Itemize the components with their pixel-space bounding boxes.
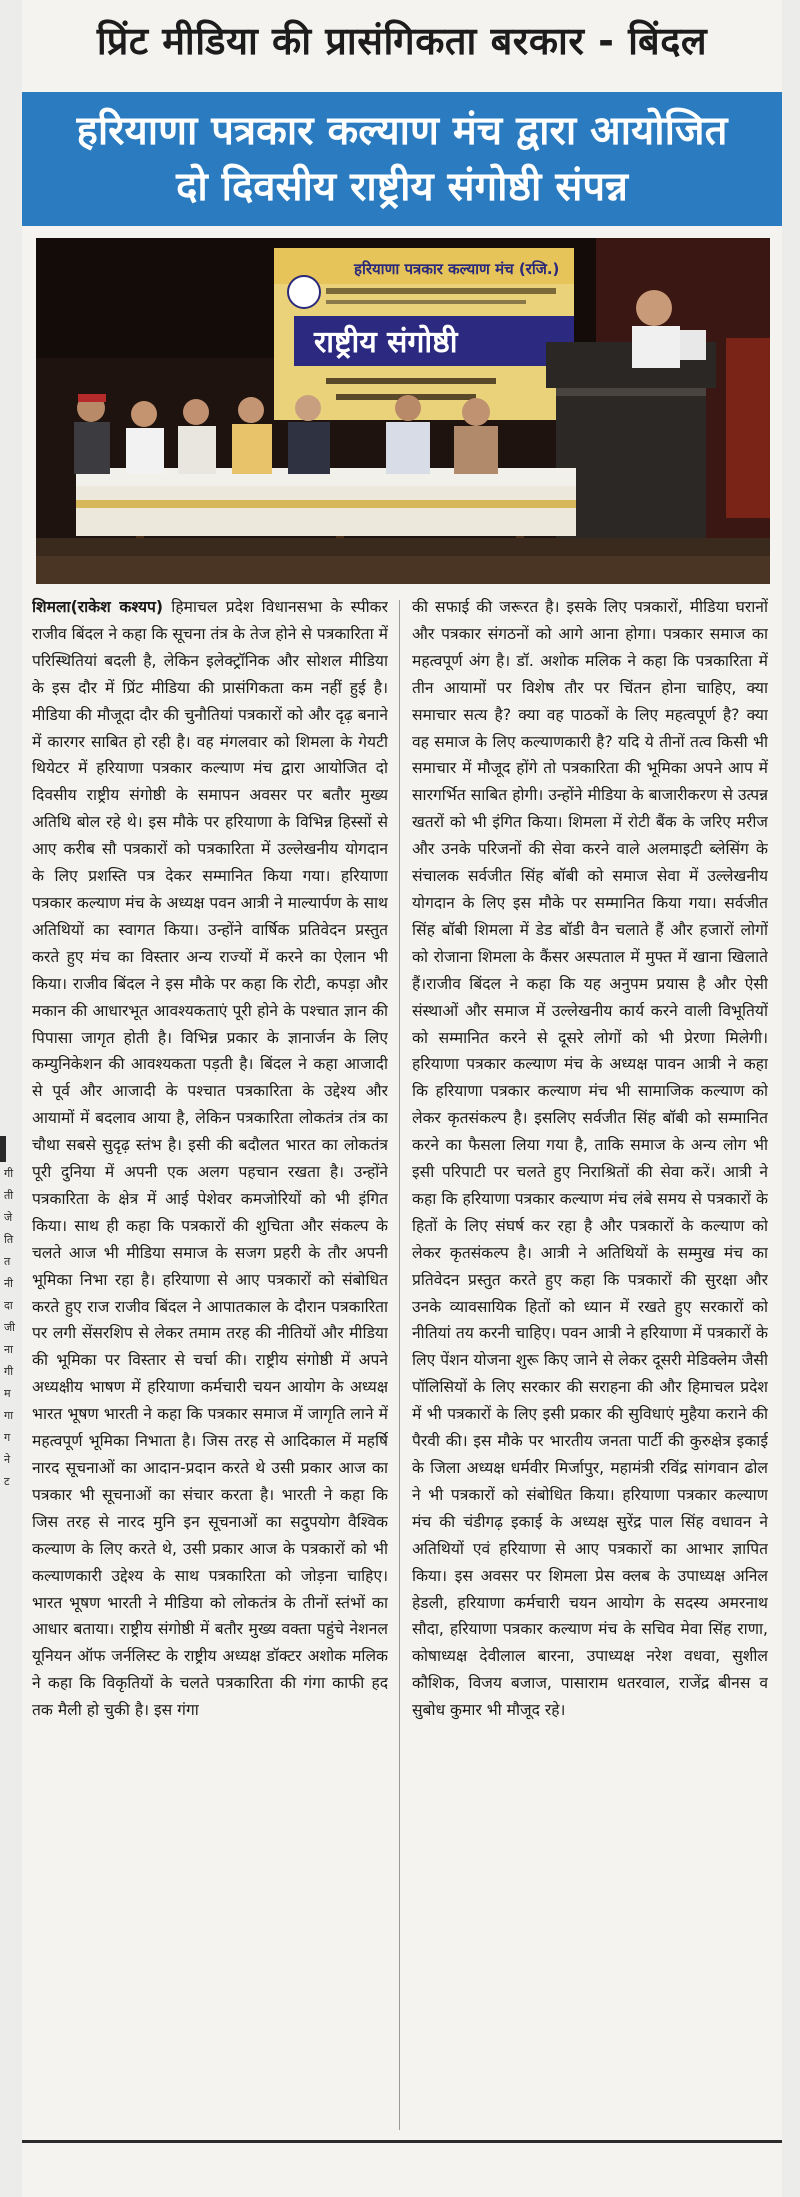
edge-glyph: ना bbox=[4, 1343, 13, 1356]
edge-glyph: ति bbox=[4, 1233, 14, 1246]
edge-glyph: गा bbox=[4, 1409, 14, 1422]
adjacent-article-fragment bbox=[0, 1128, 22, 1518]
article-byline: शिमला(राकेश कश्यप) bbox=[32, 598, 164, 616]
edge-glyph: गी bbox=[4, 1167, 14, 1180]
page-bottom-rule bbox=[22, 2140, 782, 2143]
headline-banner bbox=[22, 92, 782, 226]
headline-line-1: हरियाणा पत्रकार कल्याण मंच द्वारा आयोजित bbox=[76, 108, 728, 154]
edge-glyph: दा bbox=[4, 1299, 13, 1312]
newspaper-page bbox=[22, 0, 782, 2197]
stage-banner-top-text: हरियाणा पत्रकार कल्याण मंच (रजि.) bbox=[354, 260, 560, 278]
edge-glyph: त bbox=[4, 1255, 11, 1268]
right-column-text: की सफाई की जरूरत है। इसके लिए पत्रकारों, मीडिया घरानों और पत्रकार संगठनों को आगे आना होगा। पत्रकार समाज का महत्वपूर्ण अंग है। डॉ. अशोक मलिक ने कहा कि पत्रकारिता में तीन आयामों पर विशेष तौर पर चिंतन होना चाहिए, क्या समाचार सत्य है? क्या वह पाठकों के लिए महत्वपूर्ण है? क्या वह समाज के लिए कल्याणकारी है? यदि ये तीनों तत्व किसी भी समाचार में मौजूद होंगे तो पत्रकारिता की भूमिका अपने आप में सारगर्भित साबित होगी। उन्होंने मीडिया के बाजारीकरण से उत्पन्न खतरों को भी इंगित किया। शिमला में रोटी बैंक के जरिए मरीज और उनके परिजनों की सेवा करने वाले अलमाइटी ब्लेसिंग के संचालक सर्वजीत सिंह बॉबी को समाज सेवा में उल्लेखनीय योगदान के लिए इस मौके पर सम्मानित किया गया। सर्वजीत सिंह बॉबी शिमला में डेड बॉडी वैन चलाते हैं और हजारों लोगों को रोजाना शिमला के कैंसर अस्पताल में मुफ्त में खाना खिलाते हैं।राजीव बिंदल ने कहा कि यह अनुपम प्रयास है और ऐसी संस्थाओं और समाज में उल्लेखनीय कार्य करने वाली विभूतियों को सम्मानित करने से दूसरे लोगों को भी प्रेरणा मिलेगी। हरियाणा पत्रकार कल्याण मंच के अध्यक्ष पावन आत्री ने कहा कि हरियाणा पत्रकार कल्याण मंच भी सामाजिक कल्याण को लेकर कृतसंकल्प है। इसलिए सर्वजीत सिंह बॉबी को सम्मानित करने का फैसला लिया गया है, ताकि समाज के अन्य लोग भी इसी परिपाटी पर चलते हुए निराश्रितों की सेवा करें। आत्री ने कहा कि हरियाणा पत्रकार कल्याण मंच लंबे समय से पत्रकारों के हितों के लिए संघर्ष कर रहा है और पत्रकारों के कल्याण को लेकर कृतसंकल्प है। आत्री ने अतिथियों के सम्मुख मंच का प्रतिवेदन प्रस्तुत करते हुए कहा कि पत्रकारों की सुरक्षा और उनके व्यावसायिक हितों को ध्यान में रखते हुए सरकारों को नीतियां तय करनी चाहिए। पवन आत्री ने हरियाणा में पत्रकारों के लिए पेंशन योजना शुरू किए जाने से लेकर दूसरी मेडिक्लेम जैसी पॉलिसियों के लिए सरकार की सराहना की और हिमाचल प्रदेश में भी पत्रकारों के लिए इसी प्रकार की सुविधाएं मुहैया कराने की पैरवी की। इस मौके पर भारतीय जनता पार्टी की कुरुक्षेत्र इकाई के जिला अध्यक्ष धर्मवीर मिर्जापुर, महामंत्री रविंद्र सांगवान ढोल ने भी पत्रकारों को संबोधित किया। हरियाणा पत्रकार कल्याण मंच की चंडीगढ़ इकाई के अध्यक्ष सुरेंद्र पाल सिंह वधावन ने अतिथियों एवं हरियाणा से आए पत्रकारों का आभार ज्ञापित किया। इस अवसर पर शिमला प्रेस क्लब के उपाध्यक्ष अनिल हेडली, हरियाणा कर्मचारी चयन आयोग के सदस्य अमरनाथ सौदा, हरियाणा पत्रकार कल्याण मंच के सचिव मेवा सिंह राणा, कोषाध्यक्ष देवीलाल बारना, उपाध्यक्ष नरेश वधवा, सुशील कौशिक, विजय बजाज, पासाराम धतरवाल, राजेंद्र बीनस व सुबोध कुमार भी मौजूद रहे। bbox=[412, 598, 768, 1720]
article-column-right bbox=[412, 594, 768, 2134]
event-photo bbox=[36, 238, 770, 584]
edge-glyph: नी bbox=[4, 1277, 13, 1290]
article-column-left bbox=[32, 594, 388, 2134]
headline-line-2: दो दिवसीय राष्ट्रीय संगोष्ठी संपन्न bbox=[176, 164, 628, 210]
left-column-text: हिमाचल प्रदेश विधानसभा के स्पीकर राजीव बिंदल ने कहा कि सूचना तंत्र के तेज होने से पत्रकारिता में परिस्थितियां बदली है, लेकिन इलेक्ट्रॉनिक और सोशल मीडिया के इस दौर में प्रिंट मीडिया की प्रासंगिकता कम नहीं हुई है। मीडिया की मौजूदा दौर की चुनौतियां पत्रकारों को और दृढ़ बनाने में कारगर साबित हो रही है। वह मंगलवार को शिमला के गेयटी थियेटर में हरियाणा पत्रकार कल्याण मंच द्वारा आयोजित दो दिवसीय राष्ट्रीय संगोष्ठी के समापन अवसर पर बतौर मुख्य अतिथि बोल रहे थे। इस मौके पर हरियाणा के विभिन्न हिस्सों से आए करीब सौ पत्रकारों को पत्रकारिता में उल्लेखनीय योगदान के लिए प्रशस्ति पत्र देकर सम्मानित किया गया। हरियाणा पत्रकार कल्याण मंच के अध्यक्ष पवन आत्री ने माल्यार्पण के साथ अतिथियों का स्वागत किया। उन्होंने वार्षिक प्रतिवेदन प्रस्तुत करते हुए मंच का विस्तार अन्य राज्यों में करने का ऐलान भी किया। राजीव बिंदल ने इस मौके पर कहा कि रोटी, कपड़ा और मकान की आधारभूत आवश्यकताएं पूरी होने के पश्चात ज्ञान की पिपासा जागृत होती है। विभिन्न प्रकार के ज्ञानार्जन के लिए कम्युनिकेशन की आवश्यकता पड़ती है। बिंदल ने कहा आजादी से पूर्व और आजादी के पश्चात पत्रकारिता के उद्देश्य और आयामों में बदलाव आया है, लेकिन पत्रकारिता लोकतंत्र तंत्र का चौथा सबसे सुदृढ़ स्तंभ है। इसी की बदौलत भारत का लोकतंत्र पूरी दुनिया में अपनी एक अलग पहचान रखता है। उन्होंने पत्रकारिता के क्षेत्र में आई पेशेवर कमजोरियों को भी इंगित किया। साथ ही कहा कि पत्रकारों की शुचिता और संकल्प के चलते आज भी मीडिया समाज के सजग प्रहरी के तौर अपनी भूमिका निभा रहा है। हरियाणा से आए पत्रकारों को संबोधित करते हुए राज राजीव बिंदल ने आपातकाल के दौरान पत्रकारिता पर लगी सेंसरशिप से लेकर तमाम तरह की नीतियों और मीडिया की भूमिका पर विस्तार से चर्चा की। राष्ट्रीय संगोष्ठी में अपने अध्यक्षीय भाषण में हरियाणा कर्मचारी चयन आयोग के अध्यक्ष भारत भूषण भारती ने कहा कि पत्रकार समाज में जागृति लाने में महत्वपूर्ण भूमिका निभाता है। जिस तरह से आदिकाल में महर्षि नारद सूचनाओं का आदान-प्रदान करते थे उसी प्रकार आज का पत्रकार भी सूचनाओं का संचार करता है। भारती ने कहा कि जिस तरह से नारद मुनि इन सूचनाओं का सदुपयोग वैश्विक कल्याण के लिए करते थे, उसी प्रकार आज के पत्रकारों को भी कल्याणकारी उद्देश्य के साथ पत्रकारिता को जोड़ना चाहिए। भारत भूषण भारती ने मीडिया को लोकतंत्र के तीनों स्तंभों का आधार बताया। राष्ट्रीय संगोष्ठी में बतौर मुख्य वक्ता पहुंचे नेशनल यूनियन ऑफ जर्नलिस्ट के राष्ट्रीय अध्यक्ष डॉक्टर अशोक मलिक ने कहा कि विकृतियों के चलते पत्रकारिता की गंगा काफी हद तक मैली हो चुकी है। इस गंगा bbox=[32, 598, 388, 1720]
edge-glyph: ट bbox=[4, 1475, 10, 1488]
edge-glyph: ग bbox=[4, 1431, 11, 1444]
article-kicker: प्रिंट मीडिया की प्रासंगिकता बरकार - बिंदल bbox=[96, 19, 708, 63]
edge-glyph: गी bbox=[4, 1365, 14, 1378]
stage-banner-main-text: राष्ट्रीय संगोष्ठी bbox=[314, 325, 458, 360]
stage-banner bbox=[274, 248, 574, 420]
edge-glyph: जे bbox=[4, 1211, 13, 1224]
article-body bbox=[32, 594, 774, 2134]
seminar-stage-illustration bbox=[36, 238, 770, 584]
edge-glyph: म bbox=[4, 1387, 11, 1400]
edge-glyph: जी bbox=[4, 1321, 16, 1334]
column-divider bbox=[399, 600, 400, 2130]
edge-glyph: ती bbox=[4, 1189, 14, 1202]
edge-glyph: ने bbox=[4, 1453, 11, 1466]
